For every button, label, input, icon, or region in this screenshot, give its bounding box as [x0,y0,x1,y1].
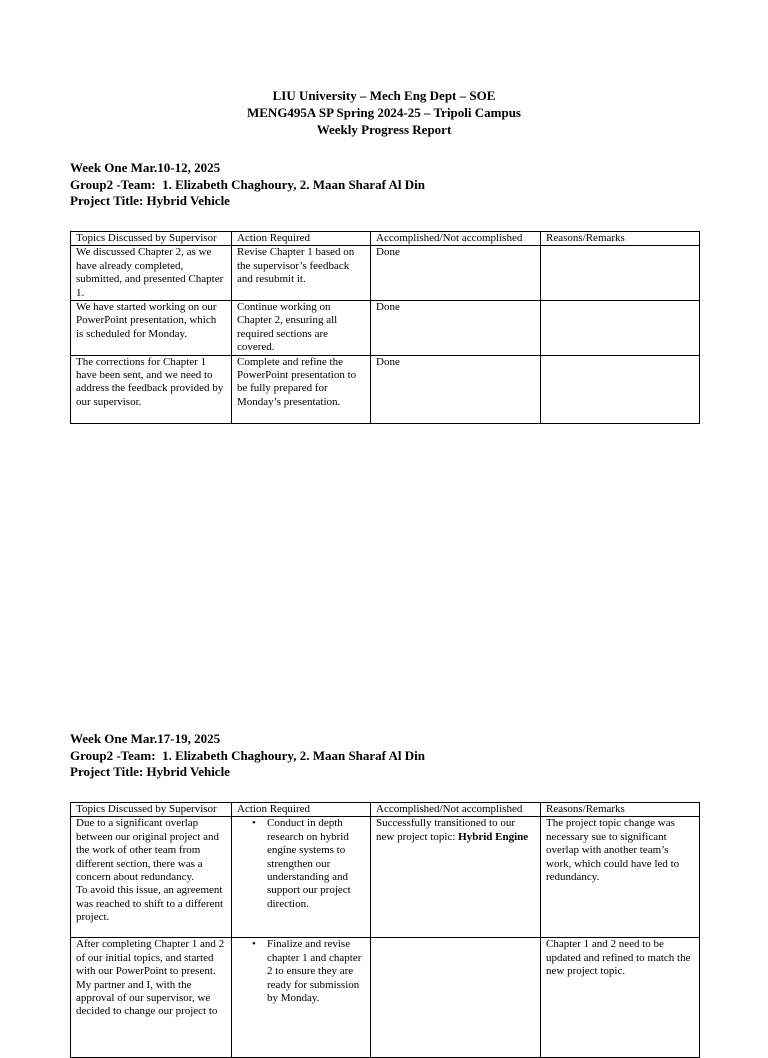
topic-cell [71,938,232,1058]
team-label: Group2 -Team: 1. Elizabeth Chaghoury, 2. Maan Sharaf Al Din [70,747,426,763]
week-label: Week One Mar.17-19, 2025 [70,731,221,746]
project-title: Project Title: Hybrid Vehicle [70,193,230,208]
topic-cell: We have started working on our PowerPoint presentation, which is scheduled for Monday. [71,301,232,356]
course-title: MENG495A SP Spring 2024-25 – Tripoli Campus [246,105,521,120]
action-text: Conduct in depth research on hybrid engine systems to strengthen our understanding and support our project direction. [267,817,351,910]
action-list [237,817,365,911]
list-item [252,938,365,1005]
topic-paragraph: My partner and I, with the approval of our supervisor, we decided to change our project to [76,978,218,1018]
action-cell: Revise Chapter 1 based on the supervisor’s feedback and resubmit it. [232,246,371,301]
table-row [71,301,700,356]
report-title: Weekly Progress Report [316,122,452,137]
topic-cell [71,817,232,938]
team-label: Group2 -Team: 1. Elizabeth Chaghoury, 2. Maan Sharaf Al Din [70,176,426,192]
project-title: Project Title: Hybrid Vehicle [70,764,230,779]
column-header: Reasons/Remarks [541,232,700,246]
topic-paragraph: Due to a significant overlap between our original project and the work of other team from different section, there was a concern about redundancy. [76,817,219,884]
topic-paragraph: After completing Chapter 1 and 2 of our initial topics, and started with our PowerPoint to present. [76,938,225,978]
table-row [71,817,700,938]
column-header: Action Required [232,232,371,246]
remarks-cell [541,246,700,301]
list-item [252,817,365,911]
week2-table [70,802,700,1058]
remarks-cell [541,355,700,423]
action-cell [232,938,371,1058]
column-header: Action Required [232,803,371,817]
status-text: Successfully transitioned to our new project topic: [376,817,516,843]
topic-paragraph: To avoid this issue, an agreement was reached to shift to a different project. [76,884,224,924]
column-header: Accomplished/Not accomplished [371,232,541,246]
table-header-row [71,232,700,246]
week-label: Week One Mar.10-12, 2025 [70,160,221,175]
table-header-row [71,803,700,817]
bullet-icon: • [252,938,256,951]
status-cell: Done [371,301,541,356]
topic-cell: We discussed Chapter 2, as we have already completed, submitted, and presented Chapter 1. [71,246,232,301]
column-header: Topics Discussed by Supervisor [71,232,232,246]
action-text: Finalize and revise chapter 1 and chapter 2 to ensure they are ready for submission by Monday. [267,938,362,1005]
column-header: Reasons/Remarks [541,803,700,817]
action-cell: Continue working on Chapter 2, ensuring all required sections are covered. [232,301,371,356]
remarks-cell [541,301,700,356]
report-header [0,87,768,138]
action-cell: Complete and refine the PowerPoint presentation to be fully prepared for Monday’s presentation. [232,355,371,423]
topic-cell: The corrections for Chapter 1 have been sent, and we need to address the feedback provided by our supervisor. [71,355,232,423]
status-cell: Done [371,355,541,423]
action-list [237,938,365,1005]
week1-table [70,231,700,424]
column-header: Topics Discussed by Supervisor [71,803,232,817]
status-cell [371,817,541,938]
column-header: Accomplished/Not accomplished [371,803,541,817]
table-row [71,938,700,1058]
week2-info [70,731,425,781]
bullet-icon: • [252,817,256,830]
remarks-cell: The project topic change was necessary sue to significant overlap with another team’s work, which could have led to redundancy. [541,817,700,938]
university-title: LIU University – Mech Eng Dept – SOE [272,88,496,103]
status-topic: Hybrid Engine [458,830,529,843]
week1-info [70,160,425,210]
table-row [71,246,700,301]
status-cell: Done [371,246,541,301]
remarks-cell: Chapter 1 and 2 need to be updated and refined to match the new project topic. [541,938,700,1058]
action-cell [232,817,371,938]
status-cell [371,938,541,1058]
table-row [71,355,700,423]
